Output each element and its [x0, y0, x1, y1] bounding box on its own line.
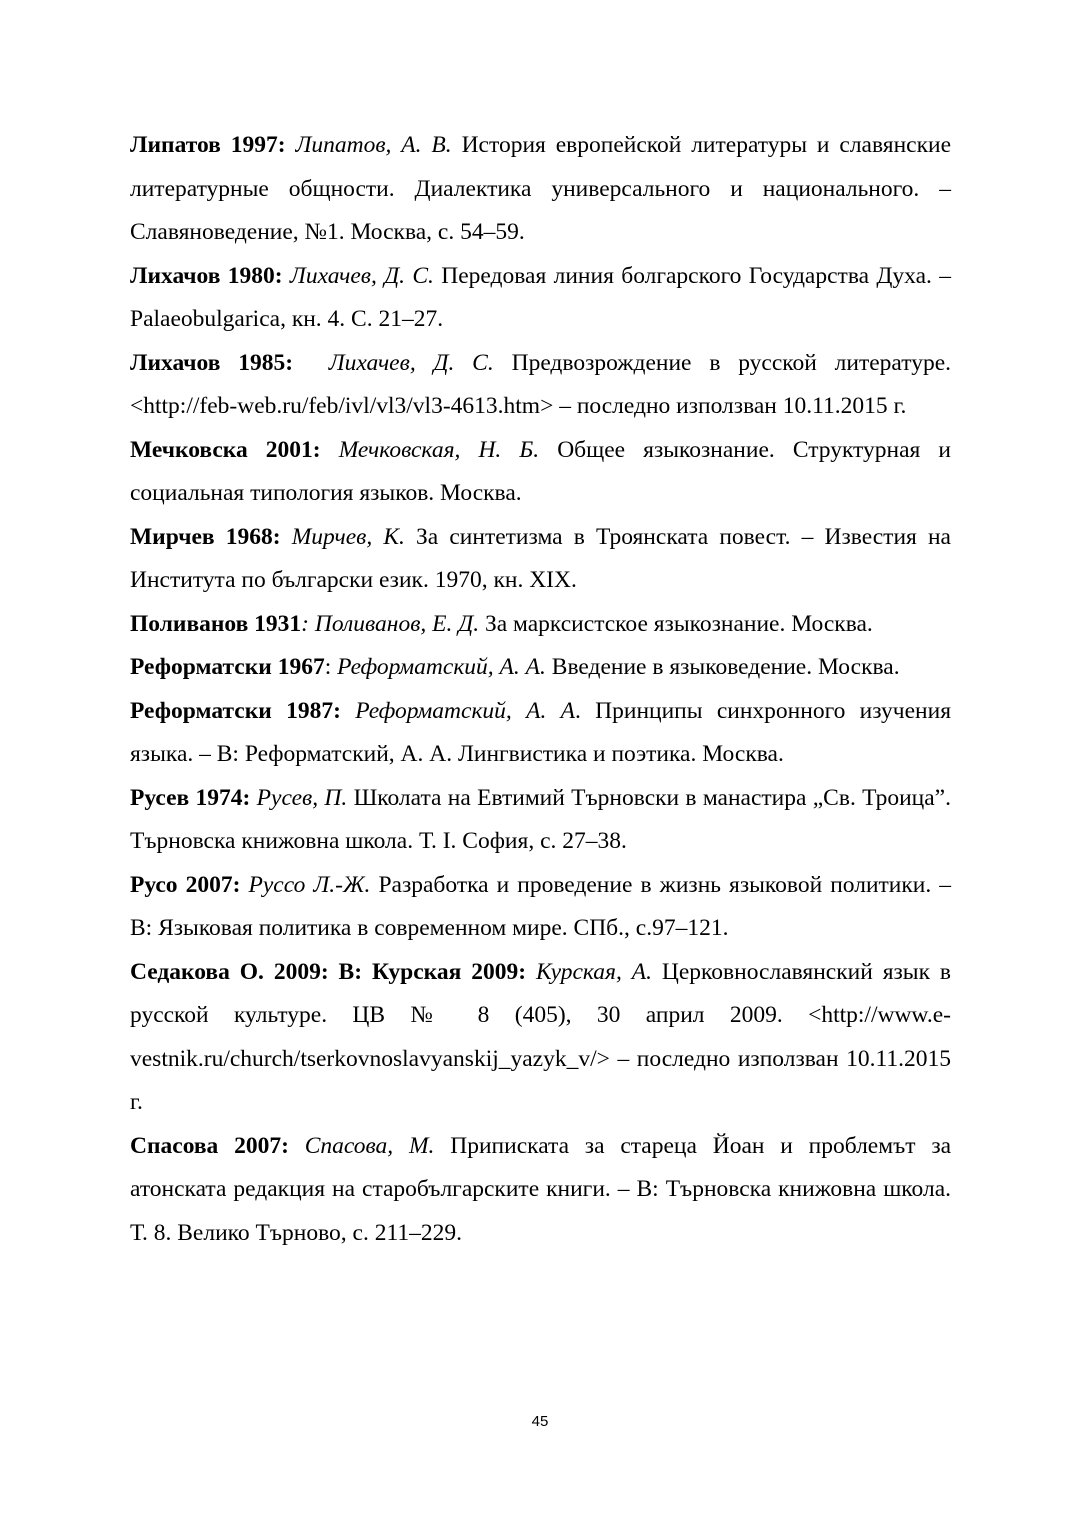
bibliography-list: [130, 124, 951, 1255]
entry-key: Спасова 2007:: [130, 1132, 289, 1159]
entry-key: Лихачов 1985:: [130, 349, 294, 376]
entry-key: Русев 1974:: [130, 784, 251, 811]
entry-text: Церковнославянский язык в русской культуре. ЦВ № 8 (405), 30 април 2009. <http://www.e-vestnik.ru/church/tserkovnoslavyanskij_yazyk_v/> – последно използван 10.11.2015 г.: [130, 958, 952, 1115]
entry-author: Спасова, М.: [304, 1132, 435, 1159]
bibliography-entry: [130, 124, 951, 255]
bibliography-entry: [130, 342, 951, 429]
entry-text: За марксистское языкознание. Москва.: [484, 610, 873, 637]
bibliography-entry: [130, 516, 951, 603]
entry-text: Разработка и проведение в жизнь языковой политики. – В: Языковая политика в современном мире. СПб., с.97–121.: [130, 871, 952, 941]
entry-author: Мечковская, Н. Б.: [338, 436, 540, 463]
entry-text: За синтетизма в Троянската повест. – Известия на Института по български език. 1970, кн. XIX.: [130, 523, 951, 593]
entry-key: Мирчев 1968:: [130, 523, 281, 550]
entry-author: Реформатский, А. А.: [337, 654, 546, 680]
bibliography-entry: [130, 951, 951, 1125]
entry-link-text: <http://feb-web.ru/feb/ivl/vl3/vl3-4613.htm> – последно използван 10.11.2015 г.: [130, 393, 907, 419]
bibliography-entry: [130, 255, 951, 342]
entry-author: Лихачев, Д. С.: [328, 349, 494, 376]
entry-author: Липатов, А. В.: [295, 132, 452, 158]
entry-text: Школата на Евтимий Търновски в манастира „Св. Троица”. Търновска книжовна школа. Т. І. София, с. 27–38.: [130, 784, 951, 854]
entry-author: Курская, А.: [535, 958, 652, 985]
entry-key: Поливанов 1931: [130, 610, 302, 637]
entry-colon: :: [324, 654, 332, 680]
page-number: 45: [531, 1413, 549, 1430]
entry-author: : Поливанов, Е. Д.: [301, 610, 480, 637]
bibliography-entry: [130, 864, 951, 951]
bibliography-entry: [130, 429, 951, 516]
entry-key: Реформатски 1987:: [130, 697, 341, 724]
entry-author: Русев, П.: [256, 784, 348, 811]
bibliography-entry: [130, 777, 951, 864]
entry-author: Руссо Л.-Ж.: [248, 871, 371, 898]
entry-text: Приписката за стареца Йоан и проблемът за атонската редакция на старобългарските книги. – В: Търновска книжовна школа. Т. 8. Велико Търново, с. 211–229.: [130, 1132, 952, 1246]
entry-text: . Принципы синхронного изучения языка. – В: Реформатский, А. А. Лингвистика и поэтика. Москва.: [130, 697, 951, 767]
bibliography-entry: [130, 690, 951, 777]
entry-text: Введение в языковедение. Москва.: [551, 654, 900, 680]
entry-key: Русо 2007:: [130, 871, 241, 898]
entry-key: Реформатски 1967: [130, 654, 325, 680]
entry-key: Липатов 1997:: [130, 132, 286, 158]
bibliography-entry: [130, 603, 951, 647]
entry-author: Лихачев, Д. С.: [289, 262, 434, 289]
entry-text: Передовая линия болгарского Государства Духа. – Palaeobulgarica, кн. 4. С. 21–27.: [130, 262, 951, 332]
entry-key: Лихачов 1980:: [130, 262, 283, 289]
entry-text: Предвозрождение в русской литературе.: [511, 349, 952, 376]
entry-text: История европейской литературы и славянские литературные общности. Диалектика универсального и национального. – Славяноведение, №1. Москва, с. 54–59.: [130, 132, 952, 245]
bibliography-entry: [130, 1125, 951, 1256]
entry-author: Реформатский, А. А: [355, 697, 575, 724]
entry-author: Мирчев, К.: [291, 523, 405, 550]
entry-key: Мечковска 2001:: [130, 436, 321, 463]
entry-text: Общее языкознание. Структурная и социальная типология языков. Москва.: [130, 436, 951, 506]
bibliography-entry: [130, 646, 951, 690]
entry-key: Седакова О. 2009: В: Курская 2009:: [130, 958, 527, 985]
